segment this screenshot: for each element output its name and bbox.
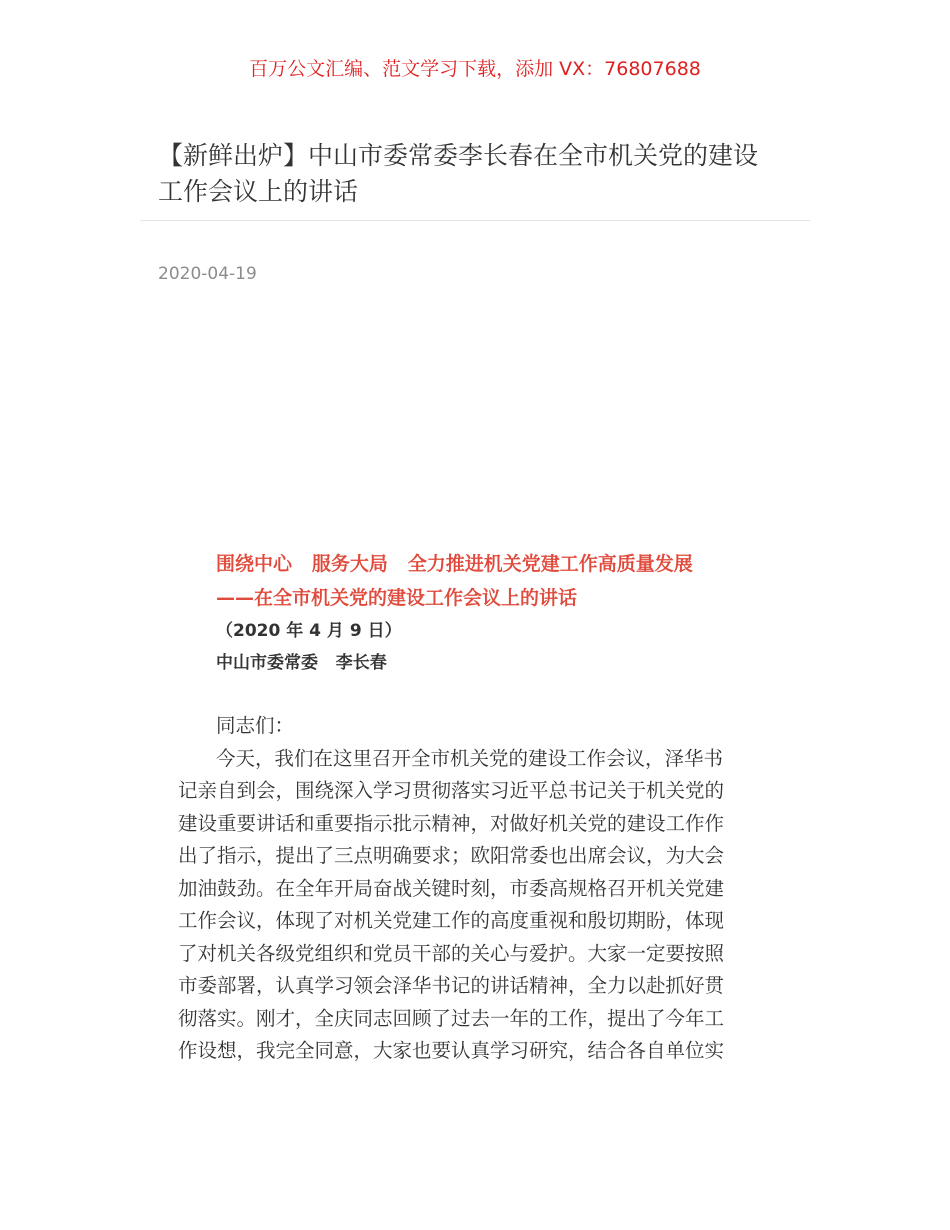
- speech-speaker: 中山市委常委 李长春: [216, 653, 387, 673]
- paragraph-line: 出了指示，提出了三点明确要求；欧阳常委也出席会议，为大会: [178, 844, 725, 867]
- promo-banner: 百万公文汇编、范文学习下载，添加 VX：76807688: [249, 58, 701, 80]
- title-divider: [140, 220, 810, 221]
- article-title: [158, 138, 798, 210]
- paragraph-line: 了对机关各级党组织和党员干部的关心与爱护。大家一定要按照: [178, 941, 725, 965]
- paragraph-line: 记亲自到会，围绕深入学习贯彻落实习近平总书记关于机关党的: [178, 779, 725, 802]
- paragraph-line: 建设重要讲话和重要指示批示精神，对做好机关党的建设工作作: [178, 811, 725, 835]
- paragraph-line: 今天，我们在这里召开全市机关党的建设工作会议，泽华书: [216, 746, 724, 770]
- speech-subheadline: ——在全市机关党的建设工作会议上的讲话: [216, 587, 578, 609]
- paragraph-line: 市委部署，认真学习领会泽华书记的讲话精神，全力以赴抓好贯: [178, 974, 725, 997]
- salutation: 同志们：: [216, 714, 295, 737]
- speech-headline: 围绕中心 服务大局 全力推进机关党建工作高质量发展: [216, 553, 693, 575]
- publish-date: 2020-04-19: [158, 264, 257, 284]
- paragraph-line: 加油鼓劲。在全年开局奋战关键时刻，市委高规格召开机关党建: [178, 876, 725, 900]
- speech-header: [216, 547, 816, 679]
- speech-body: [178, 710, 778, 1068]
- article-title-line: 工作会议上的讲话: [158, 177, 359, 206]
- speech-date: （2020 年 4 月 9 日）: [216, 621, 402, 641]
- article-title-line: 【新鲜出炉】中山市委常委李长春在全市机关党的建设: [158, 141, 759, 170]
- paragraph-line: 彻落实。刚才，全庆同志回顾了过去一年的工作，提出了今年工: [178, 1006, 725, 1030]
- paragraph-line: 工作会议，体现了对机关党建工作的高度重视和殷切期盼，体现: [178, 909, 725, 932]
- paragraph-line: 作设想，我完全同意，大家也要认真学习研究，结合各自单位实: [178, 1039, 725, 1062]
